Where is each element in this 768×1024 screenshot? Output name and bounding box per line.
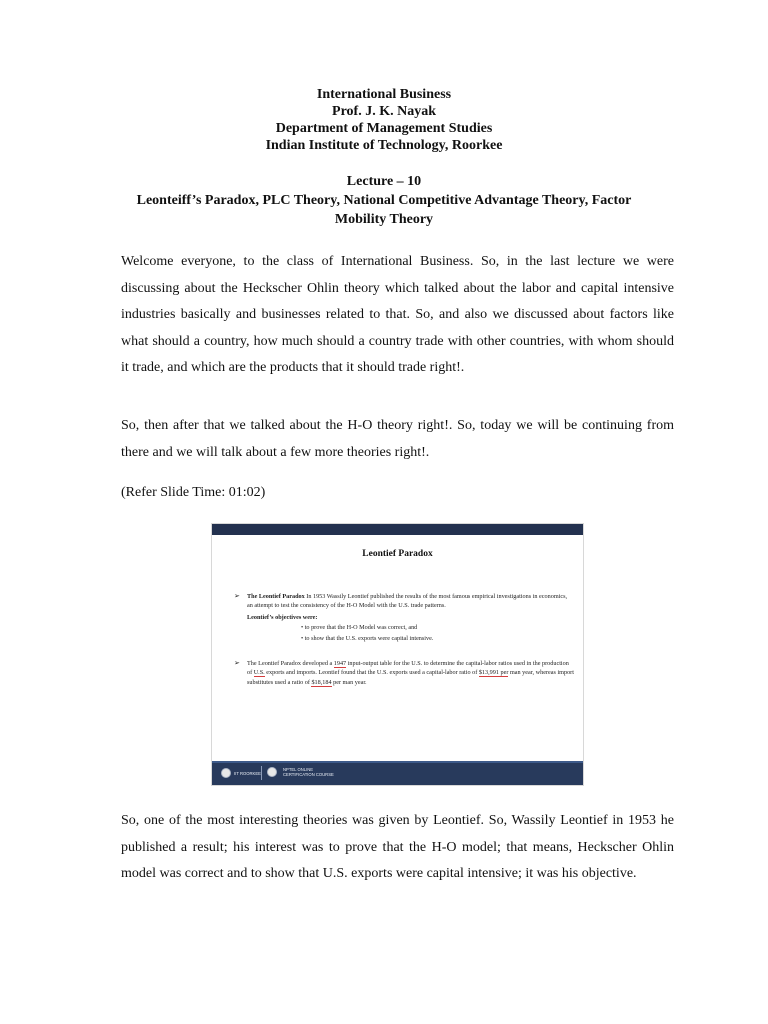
slide-body <box>234 592 574 687</box>
underlined-value-2: $18,184 <box>311 678 332 686</box>
iit-roorkee-logo <box>221 768 261 778</box>
paragraph-leontief: So, one of the most interesting theories was given by Leontief. So, Wassily Leontief in 1953 he published a result; his interest was to prove that the H-O model; that means, Heckscher Ohlin model was correct and to show that U.S. exports were capital intensive; it was his objective. <box>121 813 674 881</box>
nptel-emblem-icon <box>267 767 277 777</box>
footer-separator <box>261 766 262 780</box>
slide-bullet-1-text: In 1953 Wassily Leontief published the results of the most famous empirical investigations in economics, an attempt to test the consistency of the H-O Model with the U.S. trade patterns. <box>247 593 568 610</box>
slide-bullet-1 <box>234 592 574 643</box>
underlined-year: 1947 <box>333 660 347 668</box>
arrow-bullet-icon: ➢ <box>234 659 240 668</box>
arrow-bullet-icon: ➢ <box>234 592 240 600</box>
document-header <box>96 86 672 154</box>
objectives-heading: Leontief’s objectives were: <box>247 613 318 621</box>
slide-text: per man year. <box>331 678 367 686</box>
nptel-logo <box>267 767 334 777</box>
slide-text: exports and imports. Leontief found that the U.S. exports used a capital-labor ratio of <box>264 669 479 677</box>
nptel-line-1: NPTEL ONLINE <box>283 767 314 772</box>
objective-item-1: • to prove that the H-O Model was correct, and <box>301 624 418 632</box>
slide-time-reference: (Refer Slide Time: 01:02) <box>121 485 266 500</box>
lecture-number: Lecture – 10 <box>346 174 422 189</box>
institute-name: Indian Institute of Technology, Roorkee <box>265 138 503 153</box>
slide-text: man year, whereas import substitutes used a ratio of <box>247 669 574 686</box>
iit-roorkee-label: IIT ROORKEE <box>234 770 261 776</box>
slide-footer <box>212 761 583 785</box>
nptel-label <box>280 767 334 777</box>
underlined-value-1: $13,991 per <box>478 669 509 677</box>
slide-bullet-1-lead: The Leontief Paradox <box>247 593 305 600</box>
professor-name: Prof. J. K. Nayak <box>332 104 436 119</box>
iit-roorkee-emblem-icon <box>221 768 231 778</box>
footer-stripe <box>212 761 583 763</box>
paragraph-intro: Welcome everyone, to the class of International Business. So, in the last lecture we were discussing about the Heckscher Ohlin theory which talked about the labor and capital intensive industries basically and businesses related to that. So, and also we discussed about factors like what should a country, how much should a country trade with other countries, with whom should it trade, and which are the products that it should trade right!. <box>121 254 674 375</box>
paragraph-continuation: So, then after that we talked about the H-O theory right!. So, today we will be continuing from there and we will talk about a few more theories right!. <box>121 418 674 460</box>
slide-text: The Leontief Paradox developed a <box>247 660 334 668</box>
slide-top-bar <box>212 524 583 535</box>
lecture-heading <box>110 172 658 229</box>
slide-title: Leontief Paradox <box>362 549 433 559</box>
lecture-title: Leonteiff’s Paradox, PLC Theory, National Competitive Advantage Theory, Factor Mobility Theory <box>136 193 632 227</box>
slide-text: input-output table for the U.S. to determine the capital-labor ratios used in the production of <box>247 660 569 677</box>
course-title: International Business <box>316 87 452 102</box>
lecture-slide-image <box>211 523 584 786</box>
slide-bullet-2 <box>234 659 574 687</box>
objective-item-2: • to show that the U.S. exports were capital intensive. <box>301 634 434 642</box>
underlined-us: U.S. <box>253 669 265 677</box>
department-name: Department of Management Studies <box>275 121 493 136</box>
nptel-line-2: CERTIFICATION COURSE <box>283 772 334 777</box>
